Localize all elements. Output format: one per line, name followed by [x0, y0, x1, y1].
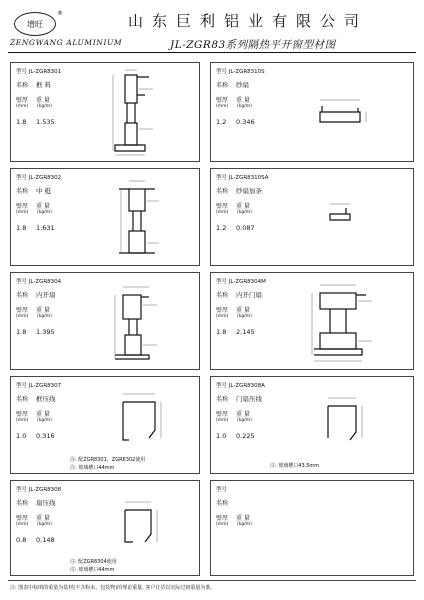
profile-name: 纱扇: [236, 81, 249, 89]
thickness-label: 壁厚: [16, 97, 29, 104]
profile-cell-8301: [10, 62, 200, 162]
header-divider: [8, 52, 416, 53]
weight-unit: (kg/m): [37, 104, 52, 109]
weight-label: 重 量: [36, 515, 50, 522]
thickness-unit: (mm): [216, 210, 229, 215]
profile-model: 型号 JL-ZGR8301: [16, 69, 62, 75]
profile-weight: 1.631: [36, 224, 55, 232]
profile-weight: 0.148: [36, 536, 55, 544]
sheet-title: JL-ZGR83系列隔热平开窗型材图: [170, 39, 336, 51]
weight-label: 重 量: [236, 203, 250, 210]
weight-unit: (kg/m): [237, 314, 252, 319]
footer-note: 注: 图表中标明的重量为基材(不含粉末、包装物)的理论重量, 客户订货以实际过磅重量为准。: [10, 585, 216, 591]
profile-model: 型号 JL-ZGR8310SA: [216, 175, 269, 181]
note-glass-slot: 注: 玻璃槽口44mm: [70, 567, 115, 573]
thickness-label: 壁厚: [216, 307, 229, 314]
profile-drawing: [95, 382, 195, 452]
profile-drawing: [300, 82, 400, 142]
profile-cell-8308a: [210, 376, 414, 474]
weight-label: 重 量: [36, 411, 50, 418]
profile-name: 门扇压线: [236, 395, 262, 403]
profile-name: 内开门扇: [236, 291, 262, 299]
weight-unit: (kg/m): [237, 210, 252, 215]
company-name-en: ZENGWANG ALUMINIUM: [10, 38, 123, 47]
profile-cell-8310sa: [210, 168, 414, 266]
profile-model: 型号 JL-ZGR8302: [16, 175, 62, 181]
company-logo: [14, 12, 56, 36]
profile-cell-8310s: [210, 62, 414, 162]
weight-unit: (kg/m): [37, 522, 52, 527]
weight-unit: (kg/m): [37, 210, 52, 215]
profile-cell-8308: [10, 480, 200, 576]
profile-thickness: 1.8: [16, 328, 27, 336]
profile-weight: 0.087: [236, 224, 255, 232]
thickness-label: 壁厚: [216, 411, 229, 418]
weight-unit: (kg/m): [237, 418, 252, 423]
profile-model: 型号 JL-ZGR8304M: [216, 279, 266, 285]
profile-thickness: 1.0: [216, 432, 227, 440]
profile-weight: 0.225: [236, 432, 255, 440]
thickness-unit: (mm): [16, 418, 29, 423]
weight-unit: (kg/m): [37, 418, 52, 423]
profile-thickness: 1.0: [16, 432, 27, 440]
note-glass-slot: 注: 玻璃槽口44mm: [70, 465, 115, 471]
profile-name: 扇压线: [36, 499, 56, 507]
profile-drawing: [300, 382, 400, 452]
name-label: 名称: [16, 396, 29, 403]
profile-weight: 1.395: [36, 328, 55, 336]
profile-name: 中 梃: [36, 187, 52, 195]
profile-drawing: [85, 65, 195, 160]
name-label: 名称: [216, 188, 229, 195]
thickness-unit: (mm): [216, 314, 229, 319]
profile-model: 型号 JL-ZGR8310S: [216, 69, 265, 75]
weight-label: 重 量: [236, 307, 250, 314]
profile-model: 型号 JL-ZGR8308A: [216, 383, 265, 389]
profile-drawing: [95, 486, 195, 556]
profile-thickness: 1.8: [16, 224, 27, 232]
profile-thickness: 1.8: [16, 118, 27, 126]
weight-label: 重 量: [36, 97, 50, 104]
cell-frame: [210, 480, 414, 576]
thickness-label: 壁厚: [16, 411, 29, 418]
thickness-label: 壁厚: [16, 203, 29, 210]
thickness-unit: (mm): [16, 522, 29, 527]
name-label: 名称: [216, 82, 229, 89]
profile-cell-8307: [10, 376, 200, 474]
footer-divider: [8, 580, 416, 581]
logo-text: 增旺: [27, 19, 43, 29]
thickness-label: 壁厚: [216, 203, 229, 210]
thickness-label: 壁厚: [16, 515, 29, 522]
note-usage: 注: 配ZGR8301、ZGR8302使用: [70, 457, 146, 463]
profile-name: 内开扇: [36, 291, 56, 299]
profile-drawing: [290, 275, 410, 367]
profile-weight: 0.316: [36, 432, 55, 440]
thickness-label: 壁厚: [16, 307, 29, 314]
profile-thickness: 1.2: [216, 118, 227, 126]
profile-drawing: [300, 190, 400, 250]
profile-name: 框压线: [36, 395, 56, 403]
thickness-unit: (mm): [16, 314, 29, 319]
profile-model: 型号 JL-ZGR8308: [16, 487, 62, 493]
empty-cell: [210, 480, 414, 576]
thickness-label: 壁厚: [216, 515, 229, 522]
registered-mark: ®: [57, 10, 63, 17]
profile-weight: 2.145: [236, 328, 255, 336]
profile-thickness: 1.8: [216, 328, 227, 336]
company-name-cn: 山东巨利铝业有限公司: [128, 12, 369, 30]
profile-thickness: 0.8: [16, 536, 27, 544]
profile-model: 型号 JL-ZGR8304: [16, 279, 62, 285]
name-label: 名称: [216, 292, 229, 299]
note-usage: 注: 配ZGR8304使用: [70, 559, 117, 565]
name-label: 名称: [16, 500, 29, 507]
thickness-label: 壁厚: [216, 97, 229, 104]
weight-label: 重 量: [36, 307, 50, 314]
thickness-unit: (mm): [216, 522, 229, 527]
profile-name: 纱扇加条: [236, 187, 262, 195]
profile-thickness: 1.2: [216, 224, 227, 232]
thickness-unit: (mm): [16, 210, 29, 215]
weight-unit: (kg/m): [237, 522, 252, 527]
weight-label: 重 量: [36, 203, 50, 210]
name-label: 名称: [216, 500, 229, 507]
name-label: 名称: [16, 188, 29, 195]
note-glass-slot: 注: 玻璃槽口43.5mm: [270, 463, 320, 469]
weight-label: 重 量: [236, 515, 250, 522]
profile-weight: 0.346: [236, 118, 255, 126]
weight-label: 重 量: [236, 97, 250, 104]
thickness-unit: (mm): [16, 104, 29, 109]
name-label: 名称: [16, 292, 29, 299]
profile-model: 型号 JL-ZGR8307: [16, 383, 62, 389]
profile-drawing: [85, 275, 195, 367]
thickness-unit: (mm): [216, 418, 229, 423]
weight-unit: (kg/m): [37, 314, 52, 319]
profile-model-blank: 型号: [216, 487, 228, 493]
weight-label: 重 量: [236, 411, 250, 418]
weight-unit: (kg/m): [237, 104, 252, 109]
profile-cell-8304: [10, 272, 200, 370]
profile-weight: 1.535: [36, 118, 55, 126]
name-label: 名称: [16, 82, 29, 89]
thickness-unit: (mm): [216, 104, 229, 109]
profile-cell-8304m: [210, 272, 414, 370]
name-label: 名称: [216, 396, 229, 403]
profile-name: 框 料: [36, 81, 52, 89]
profile-drawing: [85, 171, 195, 263]
profile-cell-8302: [10, 168, 200, 266]
